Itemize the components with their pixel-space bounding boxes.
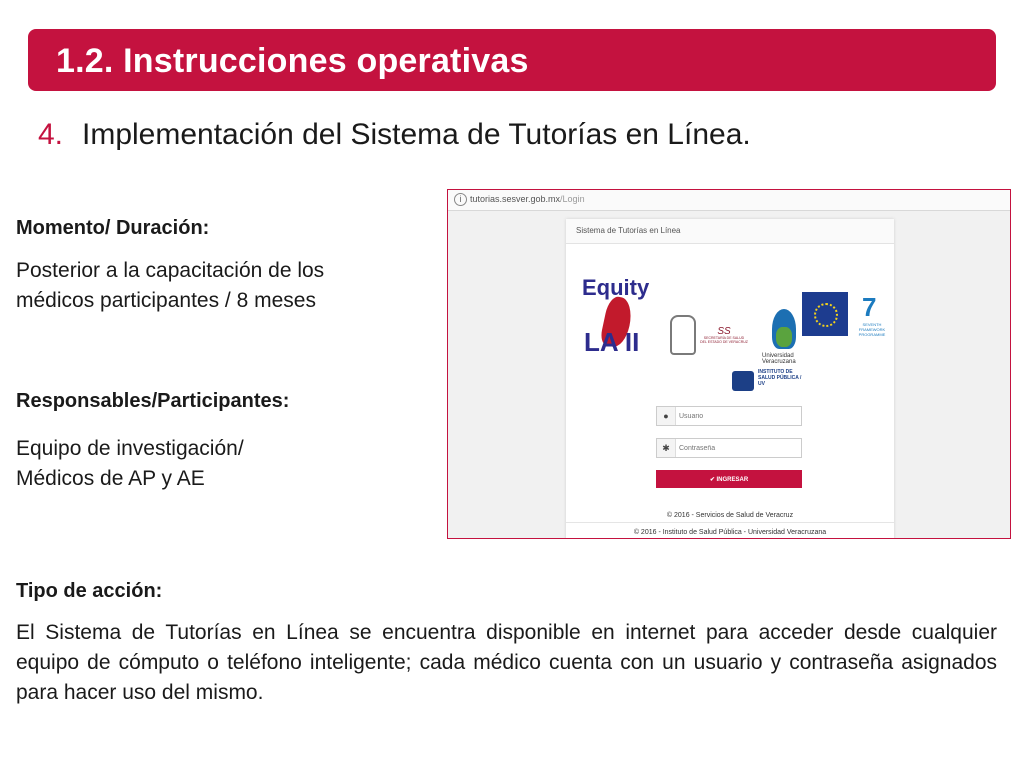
login-button[interactable]: ✔ INGRESAR [656, 470, 802, 488]
password-input[interactable] [679, 441, 797, 455]
user-icon: ● [657, 407, 676, 425]
responsables-text [16, 434, 244, 494]
responsables-line-2: Médicos de AP y AE [16, 467, 205, 490]
username-field[interactable] [656, 406, 802, 426]
slide-subtitle [38, 118, 751, 152]
browser-url [470, 194, 585, 204]
uv-logo [762, 309, 806, 369]
momento-line-1: Posterior a la capacitación de los [16, 259, 325, 282]
momento-line-2: médicos participantes / 8 meses [16, 289, 316, 312]
login-screenshot [447, 189, 1011, 539]
footer-line-1: © 2016 - Servicios de Salud de Veracruz [666, 512, 794, 519]
momento-label: Momento/ Duración: [16, 217, 210, 239]
veracruz-seal-icon [670, 315, 696, 355]
info-icon: i [454, 193, 467, 206]
fp7-logo [856, 292, 888, 337]
equity-la-logo [582, 275, 652, 365]
password-field[interactable] [656, 438, 802, 458]
equity-logo-text: Equity [582, 275, 650, 300]
subtitle-text: Implementación del Sistema de Tutorías en Línea. [82, 118, 751, 151]
subtitle-number: 4. [38, 118, 64, 151]
asterisk-icon: ✱ [657, 439, 676, 457]
isp-logo [732, 369, 802, 395]
login-panel [566, 219, 894, 539]
eu-flag-logo [802, 292, 848, 336]
title-bar [28, 29, 996, 91]
momento-text [16, 256, 324, 316]
fp7-caption: SEVENTH FRAMEWORK PROGRAMME [858, 322, 886, 337]
isp-mark-icon [732, 371, 754, 391]
isp-caption: INSTITUTO DE SALUD PÚBLICA / UV [758, 369, 802, 387]
browser-url-bar[interactable] [448, 190, 1010, 211]
slide-title: 1.2. Instrucciones operativas [56, 42, 529, 80]
tipo-text: El Sistema de Tutorías en Línea se encuentra disponible en internet para acceder desde cualquier equipo de cómputo o teléfono inteligente; cada médico cuenta con un usuario y contraseña asignados para hacer uso del mismo. [16, 621, 997, 704]
uv-leaf-icon [776, 327, 792, 347]
responsables-line-1: Equipo de investigación/ [16, 437, 244, 460]
username-input[interactable] [679, 409, 797, 423]
la-logo-text: LA II [584, 327, 640, 357]
ss-logo-mark: SS [717, 326, 731, 337]
fp7-number: 7 [862, 292, 877, 322]
tipo-label: Tipo de acción: [16, 580, 163, 602]
ss-logo-caption: SECRETARÍA DE SALUD DEL ESTADO DE VERACRUZ [700, 336, 748, 344]
eu-stars-icon [814, 303, 838, 327]
footer-divider [566, 522, 894, 523]
url-host: tutorias.sesver.gob.mx [470, 194, 561, 204]
url-path: /Login [560, 194, 585, 204]
responsables-label: Responsables/Participantes: [16, 390, 290, 412]
uv-logo-caption: Universidad Veracruzana [762, 353, 796, 365]
footer-line-2: © 2016 - Instituto de Salud Pública - Universidad Veracruzana [633, 529, 827, 536]
login-panel-title: Sistema de Tutorías en Línea [566, 219, 894, 244]
ss-logo [700, 327, 748, 357]
